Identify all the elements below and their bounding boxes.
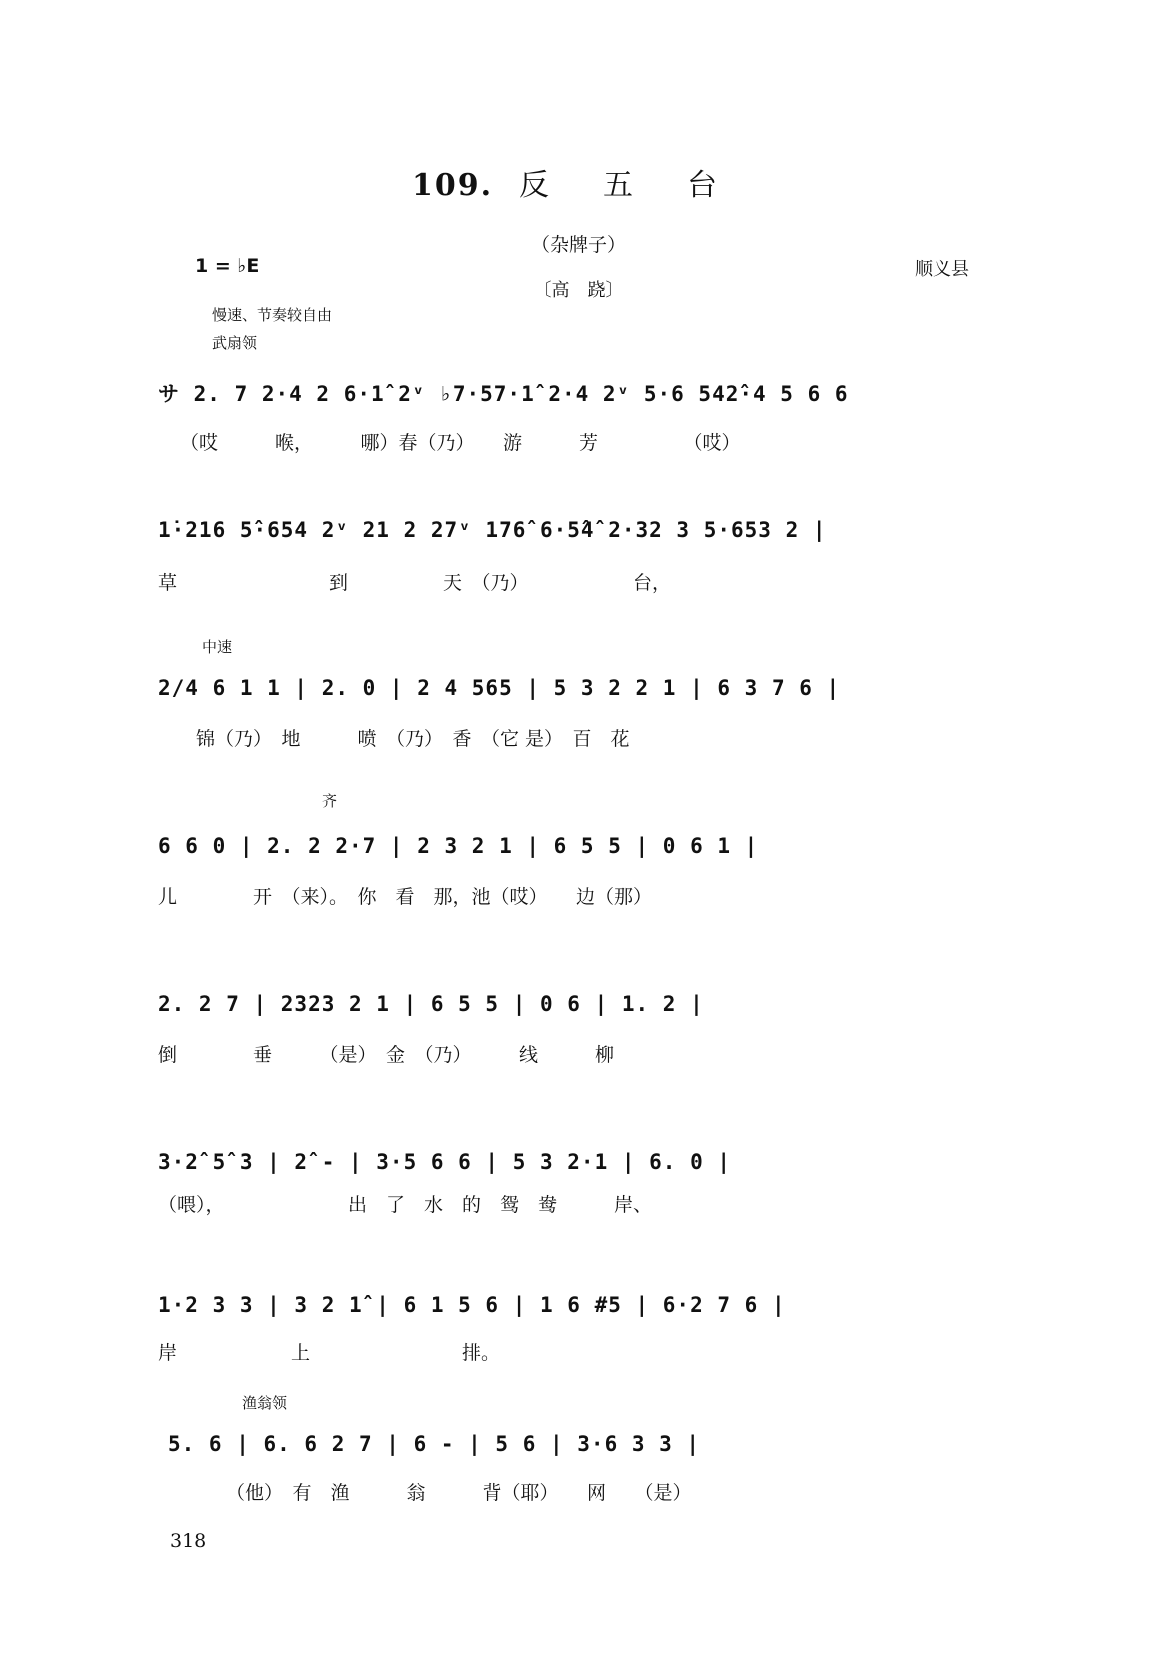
genre-label: 〔高 跷〕 (533, 280, 624, 301)
key-signature: 1 = ♭E (195, 255, 260, 277)
notation-row-2: 1̇·216 5̂·654 2ᵛ 21 2 27ᵛ 176̂ 6·5̂4̂ 2·32 3 5·653 2 | (158, 518, 827, 542)
notation-row-5: 2. 2 7 | 2323 2 1 | 6 5 5 | 0 6 | 1. 2 | (158, 992, 704, 1016)
tempo-marking-2: 中速 (202, 638, 233, 656)
notation-row-6: 3·2̂ 5̂ 3 | 2̂ - | 3·5 6 6 | 5 3 2·1 | 6. 0 | (158, 1150, 732, 1174)
origin-county: 顺义县 (915, 259, 969, 280)
tempo-marking-1: 慢速、节奏较自由 (212, 306, 333, 324)
lyrics-row-6: （喂）， 出 了 水 的 鸳 鸯 岸、 (158, 1194, 653, 1216)
song-number: 109. (411, 168, 494, 203)
role-marking-2: 渔翁领 (242, 1394, 288, 1412)
subtitle: （杂牌子） (530, 234, 626, 256)
notation-row-8: 5. 6 | 6. 6 2 7 | 6 - | 5 6 | 3·6 3 3 | (168, 1432, 701, 1456)
notation-row-3: 2/4 6 1 1 | 2. 0 | 2 4 565 | 5 3 2 2 1 | 6 3 7 6 | (158, 676, 841, 700)
page-number: 318 (170, 1530, 207, 1552)
notation-row-7: 1·2 3 3 | 3 2 1̂ | 6 1 5 6 | 1 6 #5 | 6·2 7 6 | (158, 1293, 786, 1317)
notation-row-1: サ 2. 7 2·4 2 6·1̂ 2ᵛ ♭7·57·1̂ 2·4 2ᵛ 5·6 542̂·4 5 6 6 (158, 382, 849, 406)
lyrics-row-3: 锦（乃） 地 喷 （乃） 香 （它 是） 百 花 (196, 728, 630, 750)
lyrics-row-4: 儿 开 （来）。 你 看 那，池（哎） 边（那） (158, 886, 653, 908)
unison-marking: 齐 (322, 792, 338, 810)
lyrics-row-2: 草 到 天 （乃） 台， (158, 572, 672, 594)
song-title (0, 160, 1157, 204)
title-char-2: 五 (603, 168, 636, 203)
role-marking-1: 武扇领 (212, 334, 258, 352)
title-char-1: 反 (519, 168, 552, 203)
lyrics-row-1: （哎 喉， 哪）春（乃） 游 芳 （哎） (180, 432, 741, 454)
notation-row-4: 6 6 0 | 2. 2 2·7 | 2 3 2 1 | 6 5 5 | 0 6 1 | (158, 834, 759, 858)
lyrics-row-7: 岸 上 排。 (158, 1342, 501, 1364)
title-char-3: 台 (687, 168, 720, 203)
lyrics-row-5: 倒 垂 （是） 金 （乃） 线 柳 (158, 1044, 615, 1066)
lyrics-row-8: （他） 有 渔 翁 背（耶） 网 （是） (226, 1482, 692, 1504)
